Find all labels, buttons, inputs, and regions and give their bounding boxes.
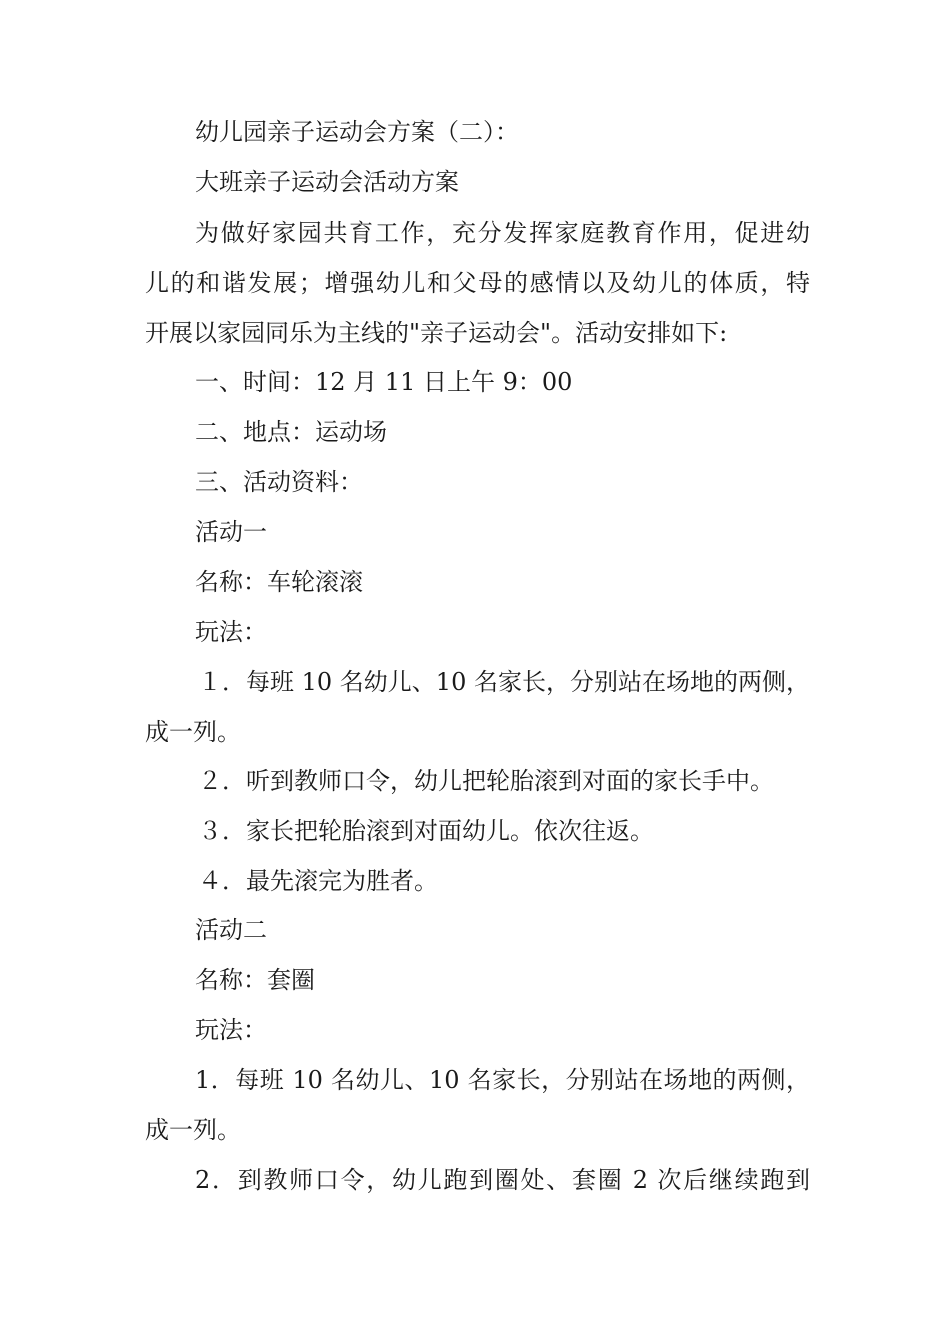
intro-line-3: 开展以家园同乐为主线的"亲子运动会"。活动安排如下: xyxy=(145,319,728,347)
activity1-rule-4: ４．最先滚完为胜者。 xyxy=(198,867,438,895)
content-heading: 三、活动资料： xyxy=(195,468,363,496)
activity2-rule-2: 2．到教师口令，幼儿跑到圈处、套圈 2 次后继续跑到 xyxy=(195,1166,810,1194)
activity2-heading: 活动二 xyxy=(195,916,267,944)
document-title: 幼儿园亲子运动会方案（二）： xyxy=(195,118,519,146)
intro-line-1: 为做好家园共育工作，充分发挥家庭教育作用，促进幼 xyxy=(195,219,810,247)
activity1-rule-1: １．每班 10 名幼儿、10 名家长，分别站在场地的两侧， xyxy=(198,668,810,696)
intro-line-2: 儿的和谐发展；增强幼儿和父母的感情以及幼儿的体质，特 xyxy=(145,269,810,297)
activity2-rule-1: 1．每班 10 名幼儿、10 名家长，分别站在场地的两侧， xyxy=(195,1066,810,1094)
activity1-rule-2: ２．听到教师口令，幼儿把轮胎滚到对面的家长手中。 xyxy=(198,767,774,795)
place-item: 二、地点：运动场 xyxy=(195,418,387,446)
document-subtitle: 大班亲子运动会活动方案 xyxy=(195,168,459,196)
activity2-rule-1-cont: 成一列。 xyxy=(145,1116,241,1144)
activity2-name: 名称：套圈 xyxy=(195,966,315,994)
activity1-heading: 活动一 xyxy=(195,518,267,546)
activity1-rules-label: 玩法： xyxy=(195,618,267,646)
activity1-name: 名称：车轮滚滚 xyxy=(195,568,363,596)
activity1-rule-3: ３．家长把轮胎滚到对面幼儿。依次往返。 xyxy=(198,817,654,845)
time-item: 一、时间：12 月 11 日上午 9：00 xyxy=(195,368,573,396)
activity2-rules-label: 玩法： xyxy=(195,1016,267,1044)
activity1-rule-1-cont: 成一列。 xyxy=(145,718,241,746)
